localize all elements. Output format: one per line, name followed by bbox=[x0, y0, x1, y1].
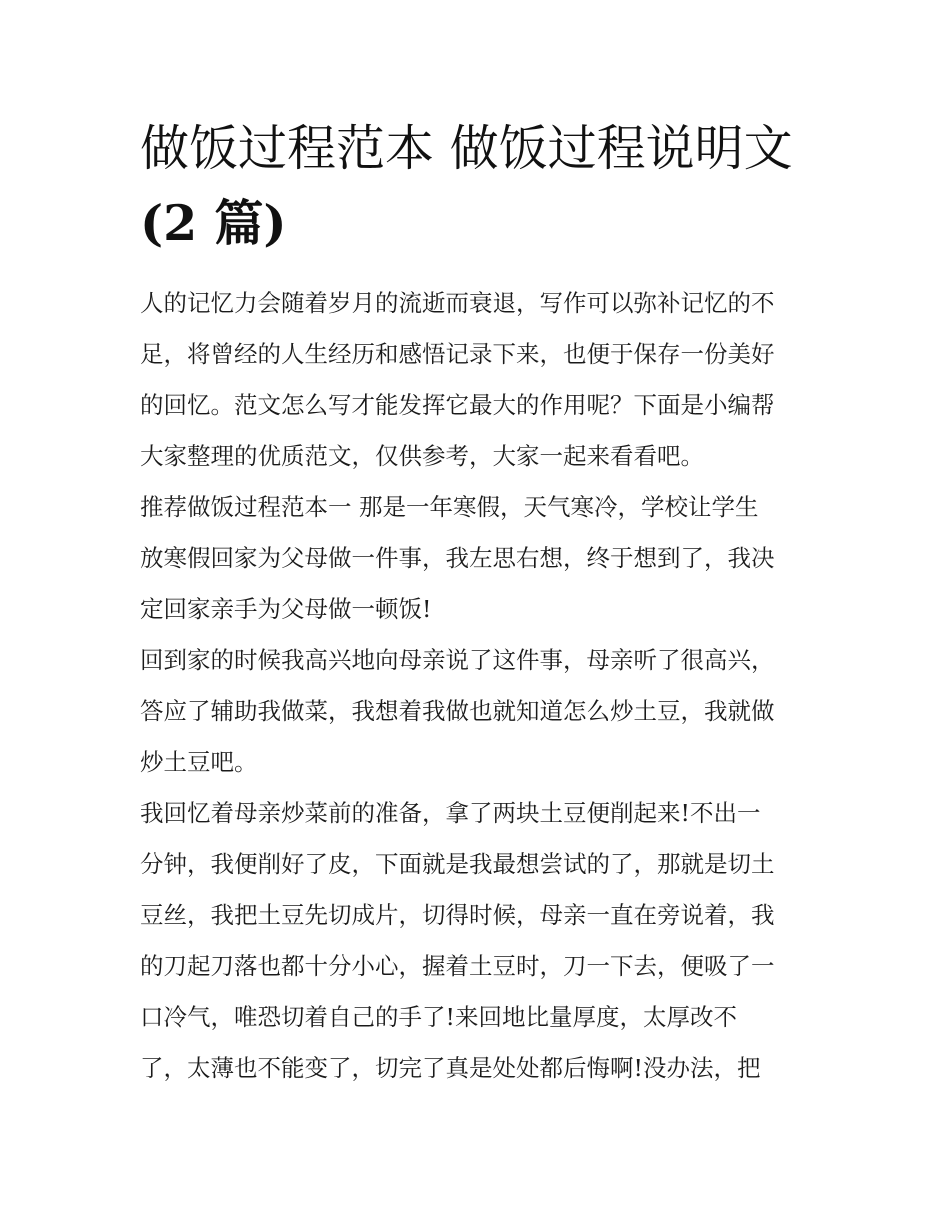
body-line: 豆丝，我把土豆先切成片，切得时候，母亲一直在旁说着，我 bbox=[140, 901, 775, 929]
body-line: 回到家的时候我高兴地向母亲说了这件事，母亲听了很高兴， bbox=[140, 646, 775, 674]
body-line: 答应了辅助我做菜，我想着我做也就知道怎么炒土豆，我就做 bbox=[140, 697, 775, 725]
body-line: 足，将曾经的人生经历和感悟记录下来，也便于保存一份美好 bbox=[140, 340, 775, 368]
body-line: 定回家亲手为父母做一顿饭! bbox=[140, 595, 432, 623]
document-title bbox=[140, 112, 820, 260]
body-line: 的回忆。范文怎么写才能发挥它最大的作用呢？下面是小编帮 bbox=[140, 391, 775, 419]
body-line: 了，太薄也不能变了，切完了真是处处都后悔啊!没办法，把 bbox=[140, 1054, 761, 1082]
body-line: 人的记忆力会随着岁月的流逝而衰退，写作可以弥补记忆的不 bbox=[140, 289, 775, 317]
body-line: 我回忆着母亲炒菜前的准备，拿了两块土豆便削起来!不出一 bbox=[140, 799, 761, 827]
title-line: (2 篇) bbox=[140, 194, 287, 252]
body-line: 口冷气，唯恐切着自己的手了!来回地比量厚度，太厚改不 bbox=[140, 1003, 737, 1031]
body-line: 放寒假回家为父母做一件事，我左思右想，终于想到了，我决 bbox=[140, 544, 775, 572]
body-line: 分钟，我便削好了皮，下面就是我最想尝试的了，那就是切土 bbox=[140, 850, 775, 878]
body-line: 大家整理的优质范文，仅供参考，大家一起来看看吧。 bbox=[140, 442, 704, 470]
title-line: 做饭过程范本 做饭过程说明文 bbox=[140, 120, 793, 177]
body-line: 炒土豆吧。 bbox=[140, 748, 258, 776]
body-line: 推荐做饭过程范本一 那是一年寒假，天气寒冷，学校让学生 bbox=[140, 493, 759, 521]
document-body bbox=[140, 278, 820, 1094]
body-line: 的刀起刀落也都十分小心，握着土豆时，刀一下去，便吸了一 bbox=[140, 952, 775, 980]
